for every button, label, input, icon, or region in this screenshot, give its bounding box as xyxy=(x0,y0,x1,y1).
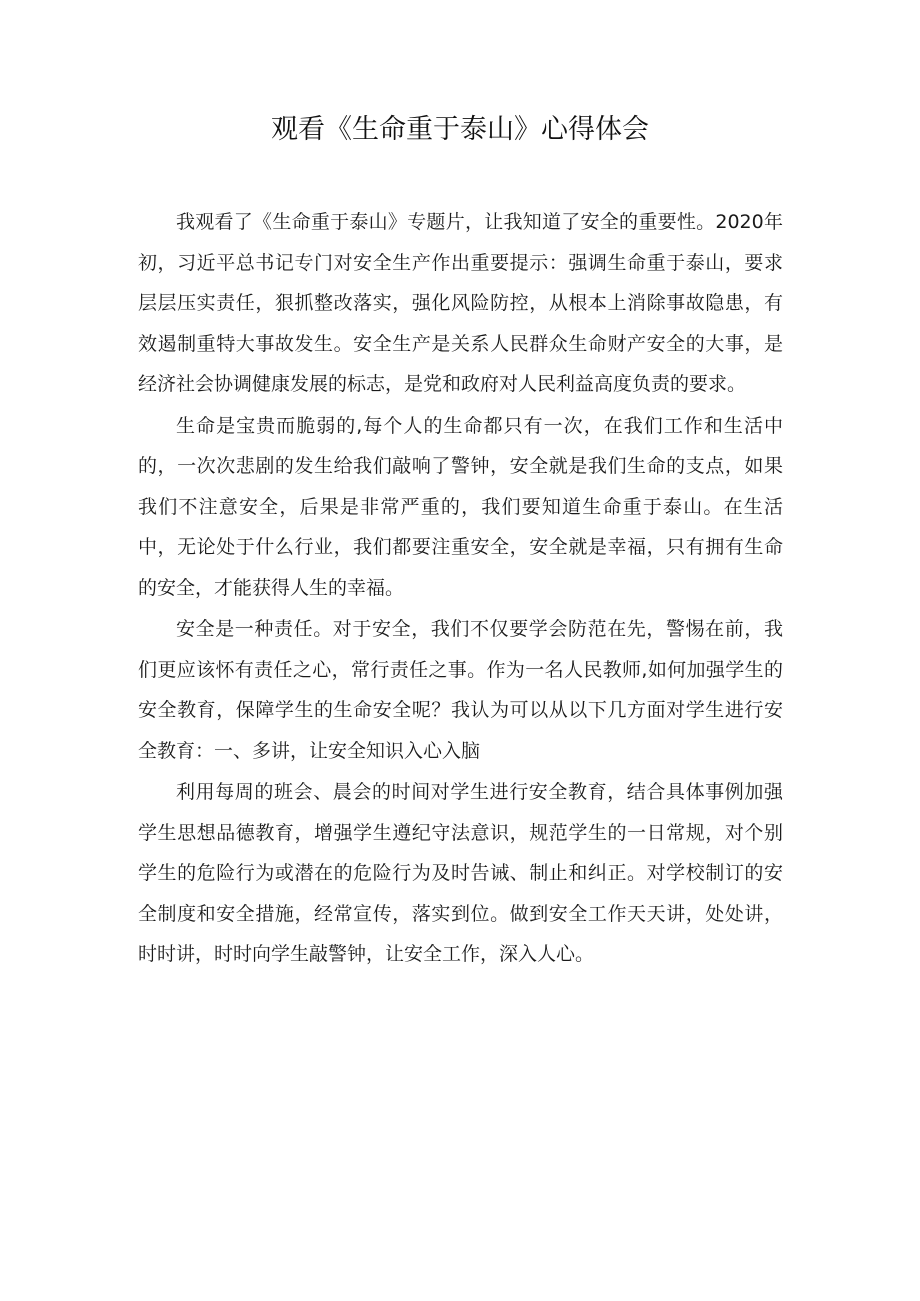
paragraph-1: 我观看了《生命重于泰山》专题片，让我知道了安全的重要性。2020年初，习近平总书记专门对安全生产作出重要提示：强调生命重于泰山，要求层层压实责任，狠抓整改落实，强化风险防控，从根本上消除事故隐患，有效遏制重特大事故发生。安全生产是关系人民群众生命财产安全的大事，是经济社会协调健康发展的标志，是党和政府对人民利益高度负责的要求。 xyxy=(138,211,783,395)
paragraph-3: 安全是一种责任。对于安全，我们不仅要学会防范在先，警惕在前，我们更应该怀有责任之心，常行责任之事。作为一名人民教师,如何加强学生的安全教育，保障学生的生命安全呢？我认为可以从以下几方面对学生进行安全教育：一、多讲，让安全知识入心入脑 xyxy=(138,618,783,762)
document-body xyxy=(138,202,783,976)
paragraph-2: 生命是宝贵而脆弱的,每个人的生命都只有一次，在我们工作和生活中的，一次次悲剧的发生给我们敲响了警钟，安全就是我们生命的支点，如果我们不注意安全，后果是非常严重的，我们要知道生命重于泰山。在生活中，无论处于什么行业，我们都要注重安全，安全就是幸福，只有拥有生命的安全，才能获得人生的幸福。 xyxy=(138,414,783,599)
document-title: 观看《生命重于泰山》心得体会 xyxy=(271,114,649,145)
paragraph-4: 利用每周的班会、晨会的时间对学生进行安全教育，结合具体事例加强学生思想品德教育，增强学生遵纪守法意识，规范学生的一日常规，对个别学生的危险行为或潜在的危险行为及时告诫、制止和纠正。对学校制订的安全制度和安全措施，经常宣传，落实到位。做到安全工作天天讲，处处讲，时时讲，时时向学生敲警钟，让安全工作，深入人心。 xyxy=(138,781,783,965)
